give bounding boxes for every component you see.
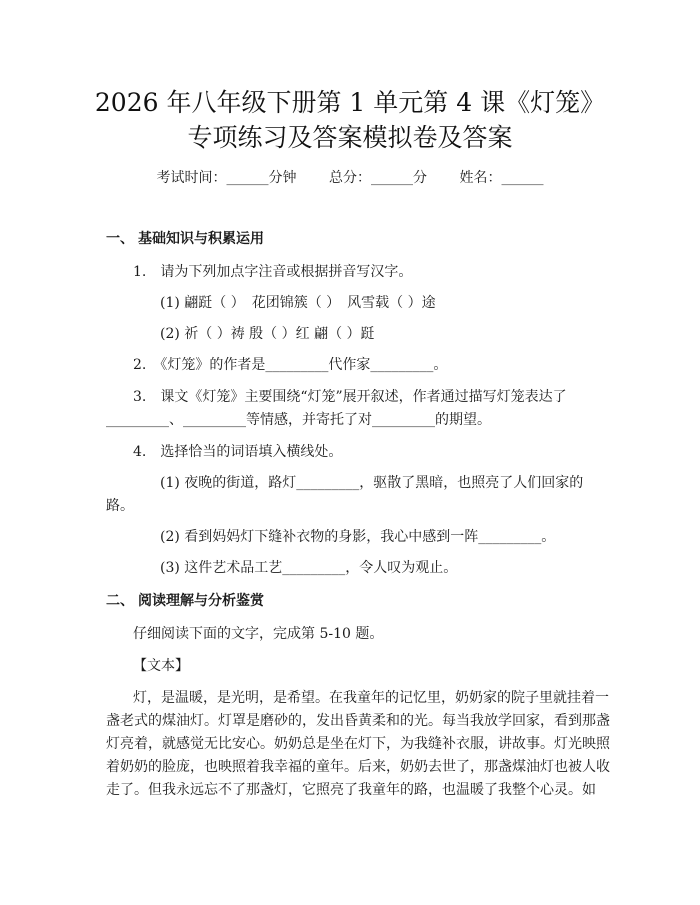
question-1: 1. 请为下列加点字注音或根据拼音写汉字。 <box>133 264 413 280</box>
question-2: 2. 《灯笼》的作者是_________代作家_________。 <box>133 357 448 373</box>
question-1-part-2: (2) 祈（ ）祷 殷（ ）红 翩（ ）跹 <box>160 326 375 342</box>
exam-time: 考试时间：______分钟 <box>156 170 297 186</box>
question-3-line-1: 3. 课文《灯笼》主要围绕“灯笼”展开叙述，作者通过描写灯笼表达了 <box>133 389 567 405</box>
text-label: 【文本】 <box>133 658 189 674</box>
reading-paragraph-line-4: 着奶奶的脸庞，也映照着我幸福的童年。后来，奶奶去世了，那盏煤油灯也被人收 <box>106 759 610 775</box>
question-3-line-2: _________、_________等情感，并寄托了对_________的期望。 <box>106 412 491 428</box>
section-2-title: 阅读理解与分析鉴赏 <box>138 593 264 609</box>
section-1-heading <box>106 229 264 249</box>
question-4-part-2: (2) 看到妈妈灯下缝补衣物的身影，我心中感到一阵_________。 <box>160 529 556 545</box>
reading-intro: 仔细阅读下面的文字，完成第 5-10 题。 <box>133 626 384 642</box>
question-4-part-1-line-1: (1) 夜晚的街道，路灯_________，驱散了黑暗，也照亮了人们回家的 <box>160 475 584 491</box>
reading-paragraph-line-1: 灯，是温暖，是光明，是希望。在我童年的记忆里，奶奶家的院子里就挂着一 <box>133 690 609 706</box>
page-subtitle: 专项练习及答案模拟卷及答案 <box>187 123 513 152</box>
section-2-heading <box>106 591 264 611</box>
total-score: 总分：______分 <box>329 170 427 186</box>
question-4: 4. 选择恰当的词语填入横线处。 <box>133 444 343 460</box>
exam-info <box>0 168 700 188</box>
question-4-part-3: (3) 这件艺术品工艺_________，令人叹为观止。 <box>160 560 458 576</box>
student-name: 姓名：______ <box>459 170 544 186</box>
section-1-title: 基础知识与积累运用 <box>138 231 264 247</box>
question-1-part-1: (1) 翩跹（ ） 花团锦簇（ ） 风雪载（ ）途 <box>160 295 436 311</box>
question-4-part-1-line-2: 路。 <box>106 498 134 514</box>
page-title: 2026 年八年级下册第 1 单元第 4 课《灯笼》 <box>94 88 606 117</box>
section-1-number: 一、 <box>106 231 134 247</box>
section-2-number: 二、 <box>106 593 134 609</box>
reading-paragraph-line-5: 走了。但我永远忘不了那盏灯，它照亮了我童年的路，也温暖了我整个心灵。如 <box>106 782 596 798</box>
reading-paragraph-line-2: 盏老式的煤油灯。灯罩是磨砂的，发出昏黄柔和的光。每当我放学回家，看到那盏 <box>106 713 610 729</box>
reading-paragraph-line-3: 灯亮着，就感觉无比安心。奶奶总是坐在灯下，为我缝补衣服，讲故事。灯光映照 <box>106 736 610 752</box>
